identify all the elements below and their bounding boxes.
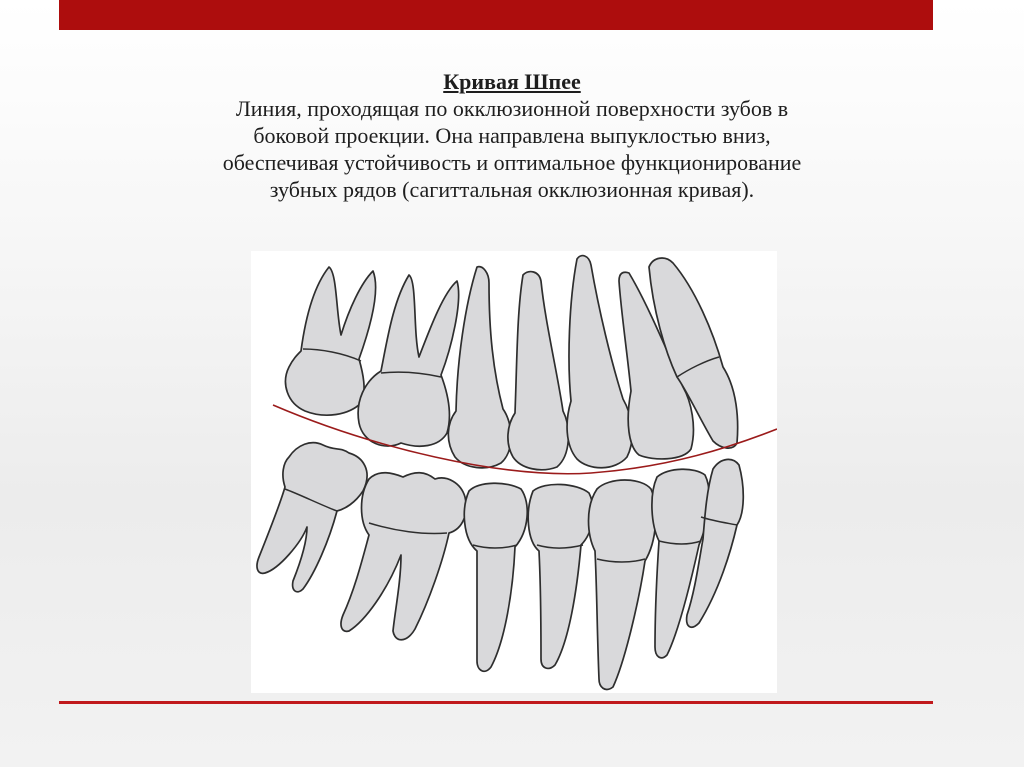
- description-line-4: зубных рядов (сагиттальная окклюзионная кривая).: [269, 177, 755, 202]
- upper-premolar-1: [508, 272, 568, 470]
- lower-canine: [589, 480, 656, 689]
- top-accent-bar: [59, 0, 933, 30]
- slide-title: Кривая Шпее: [443, 69, 581, 94]
- lower-premolar-1: [528, 484, 593, 668]
- description-line-3: обеспечивая устойчивость и оптимальное функционирование: [222, 150, 802, 175]
- description-line-2: боковой проекции. Она направлена выпуклостью вниз,: [253, 123, 771, 148]
- lower-molar-1: [341, 473, 466, 640]
- lower-premolar-2: [464, 483, 527, 671]
- description-line-1: Линия, проходящая по окклюзионной поверхности зубов в: [235, 96, 789, 121]
- lower-molar-2: [257, 443, 367, 592]
- teeth-illustration: [251, 251, 777, 693]
- bottom-divider: [59, 701, 933, 704]
- slide-text: [130, 68, 894, 203]
- teeth-diagram: [251, 251, 777, 693]
